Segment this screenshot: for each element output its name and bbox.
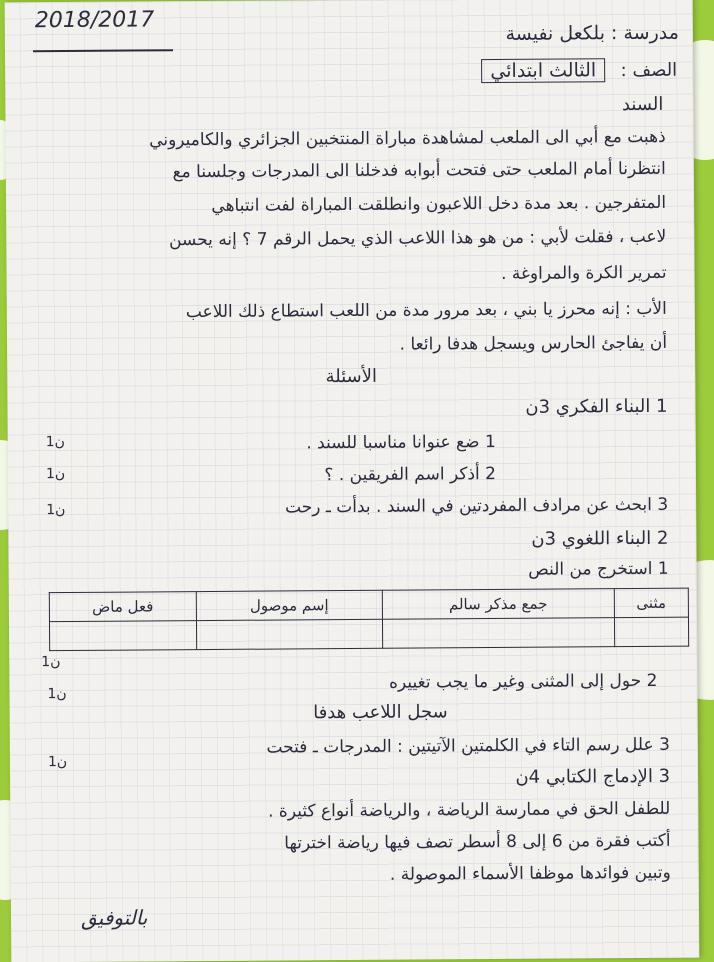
table-answer-cell[interactable] [196,619,383,649]
question-1-1: 1 ضع عنوانا مناسبا للسند . [306,431,496,454]
question-1-1-mark: 1ن [45,434,65,451]
school-name: مدرسة : بلكعل نفيسة [505,21,679,45]
class-label: الصف : [620,59,678,82]
question-2-3-mark: 1ن [47,753,68,771]
passage-line: الأب : إنه محرز يا بني ، بعد مرور مدة من اللعب استطاع ذلك اللاعب [185,298,667,323]
writing-prompt-line: أكتب فقرة من 6 إلى 8 أسطر تصف فيها رياضة اخترتها [284,830,671,854]
table-header-cell: جمع مذكر سالم [382,589,614,620]
table-answer-cell[interactable] [49,621,196,651]
sanad-heading: السند [621,93,664,116]
passage-line: أن يفاجئ الحارس ويسجل هدفا رائعا . [399,332,668,355]
passage-line: تمرير الكرة والمراوغة . [500,262,667,284]
passage-line: انتظرنا أمام الملعب حتى فتحت أبوابه فدخلنا الى المدرجات وجلسنا مع [172,158,666,183]
table-answer-cell[interactable] [383,618,615,649]
table-header-row [49,588,688,621]
question-2-2: 2 حول إلى المثنى وغير ما يجب تغييره [389,670,658,693]
question-2-2-mark: 1ن [47,685,67,703]
writing-prompt-line: للطفل الحق في ممارسة الرياضة ، والرياضة أنواع كثيرة . [268,798,671,822]
passage-line: لاعب ، فقلت لأبي : من هو هذا اللاعب الذي يحمل الرقم 7 ؟ إنه يحسن [169,226,667,251]
table-answer-cell[interactable] [614,617,689,647]
passage-line: ذهبت مع أبي الى الملعب لمشاهدة مباراة المنتخبين الجزائري والكاميروني [149,126,666,151]
passage-line: المتفرجين . بعد مدة دخل اللاعبون وانطلقت المباراة لفت انتباهي [211,192,667,216]
question-1-2: 2 أذكر اسم الفريقين . ؟ [324,463,497,486]
closing-text: بالتوفيق [80,905,148,930]
questions-heading: الأسئلة [325,365,378,388]
question-2-1: 1 استخرج من النص [528,558,669,580]
table-answer-row [49,617,688,650]
question-1-2-mark: 1ن [45,466,66,483]
table-header-cell: مثنى [614,588,689,618]
question-2-2-sentence: سجل اللاعب هدفا [313,701,448,724]
part1-title: 1 البناء الفكري 3ن [525,395,668,418]
class-value: الثالث ابتدائي [481,58,605,83]
question-2-3: 3 علل رسم التاء في الكلمتين الآتيتين : المدرجات ـ فتحت [266,734,670,758]
extraction-table [49,588,689,651]
table-header-cell: إسم موصول [196,590,383,620]
table-header-cell: فعل ماض [49,592,196,622]
question-1-3: 3 ابحث عن مرادف المفردتين في السند . بدأت ـ رحت [284,494,669,518]
year-label: 2018/2017 [34,7,155,34]
writing-prompt-line: وتبين فوائدها موظفا الأسماء الموصولة . [389,862,671,885]
part2-title: 2 البناء اللغوي 3ن [531,527,669,550]
table-mark: 1ن [41,654,61,671]
year-underline [33,49,173,52]
part3-title: 3 الإدماج الكتابي 4ن [515,765,671,788]
worksheet-paper [5,0,700,962]
question-1-3-mark: 1ن [46,502,66,519]
